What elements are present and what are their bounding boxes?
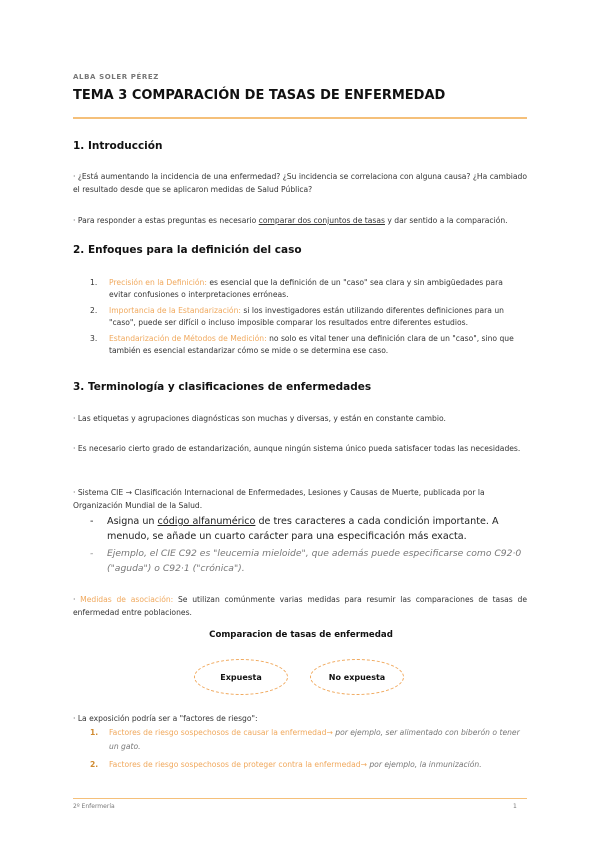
section-2-heading: 2. Enfoques para la definición del caso — [73, 244, 302, 256]
title-divider — [73, 117, 527, 119]
document-title: TEMA 3 COMPARACIÓN DE TASAS DE ENFERMEDAD — [73, 88, 446, 103]
section-1-paragraph-1: · ¿Está aumentando la incidencia de una enfermedad? ¿Su incidencia se correlaciona con alguna causa? ¿Ha cambiado el resultado desde que se aplicaron medidas de Salud Pública? — [73, 172, 527, 194]
author-name: ALBA SOLER PÉREZ — [73, 73, 159, 81]
footer-divider — [73, 798, 527, 799]
case-definition-list — [90, 277, 527, 361]
list-item: - Ejemplo, el CIE C92 es "leucemia mieloide", que además puede especificarse como C92·0 ("aguda") o C92·1 ("crónica"). — [90, 548, 522, 574]
exposed-oval: Expuesta — [194, 659, 288, 695]
section-3-paragraph-3: · Sistema CIE → Clasificación Internacional de Enfermedades, Lesiones y Causas de Muerte, publicada por la Organización Mundial de la Salud. — [73, 488, 485, 510]
risk-intro: · La exposición podría ser a "factores de riesgo": — [73, 714, 258, 723]
risk-factor-list — [90, 726, 527, 772]
comparison-diagram — [190, 630, 412, 700]
cie-details — [90, 514, 527, 576]
unexposed-oval: No expuesta — [310, 659, 404, 695]
section-1-heading: 1. Introducción — [73, 140, 163, 152]
list-item: 3. Estandarización de Métodos de Medición: no solo es vital tener una definición clara de un "caso", sino que también es esencial estandarizar cómo se mide o se determina ese caso. — [90, 334, 514, 355]
footer-course: 2º Enfermería — [73, 803, 115, 810]
underlined-phrase: comparar dos conjuntos de tasas — [258, 216, 385, 225]
list-item: 1. Factores de riesgo sospechosos de causar la enfermedad→ por ejemplo, ser alimentado con biberón o tener un gato. — [90, 728, 520, 751]
section-3-paragraph-2: · Es necesario cierto grado de estandarización, aunque ningún sistema único pueda satisfacer todas las necesidades. — [73, 444, 521, 453]
underlined-phrase: código alfanumérico — [157, 516, 256, 527]
section-3-paragraph-1: · Las etiquetas y agrupaciones diagnósticas son muchas y diversas, y están en constante cambio. — [73, 414, 446, 423]
section-3-heading: 3. Terminología y clasificaciones de enfermedades — [73, 381, 372, 393]
page-number: 1 — [513, 803, 517, 810]
list-item: 1. Precisión en la Definición: es esencial que la definición de un "caso" sea clara y sin ambigüedades para evitar confusiones o interpretaciones erróneas. — [90, 278, 503, 299]
list-item: 2. Factores de riesgo sospechosos de proteger contra la enfermedad→ por ejemplo, la inmunización. — [90, 760, 482, 769]
list-item: - Asigna un código alfanumérico de tres caracteres a cada condición importante. A menudo, se añade un cuarto carácter para una especificación más exacta. — [90, 516, 499, 542]
list-item: 2. Importancia de la Estandarización: si los investigadores están utilizando diferentes definiciones para un "caso", puede ser difícil o incluso imposible comparar los resultados entre diferentes estudios. — [90, 306, 504, 327]
section-3-paragraph-4: · Medidas de asociación: Se utilizan comúnmente varias medidas para resumir las comparaciones de tasas de enfermedad entre poblaciones. — [73, 595, 527, 617]
diagram-title: Comparacion de tasas de enfermedad — [209, 630, 393, 640]
section-1-paragraph-2: · Para responder a estas preguntas es necesario comparar dos conjuntos de tasas y dar sentido a la comparación. — [73, 216, 508, 225]
